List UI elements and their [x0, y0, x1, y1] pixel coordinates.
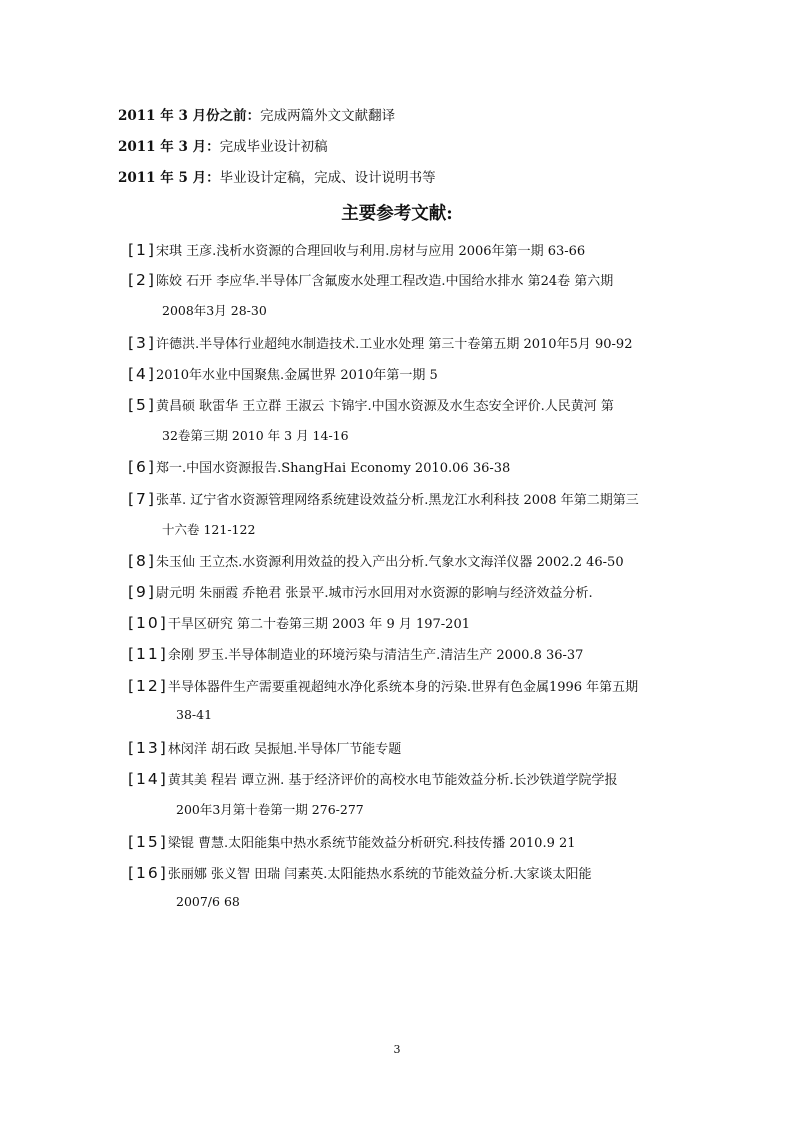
reference-number: [2]: [128, 271, 156, 289]
reference-item: [128, 863, 592, 882]
reference-continuation: 十六卷 121-122: [162, 522, 256, 537]
reference-item: [128, 644, 583, 663]
reference-number: [7]: [128, 490, 156, 508]
reference-text: 宋琪 王彦.浅析水资源的合理回收与利用.房材与应用 2006年第一期 63-66: [155, 244, 586, 259]
reference-continuation: 2007/6 68: [176, 894, 240, 909]
reference-item: [128, 613, 470, 632]
reference-text: 郑一.中国水资源报告.ShangHai Economy 2010.06 36-38: [155, 461, 511, 476]
reference-item: [128, 769, 618, 788]
reference-item: [128, 333, 632, 352]
reference-number: [12]: [128, 677, 168, 695]
reference-item: [128, 364, 438, 383]
schedule-line-1: [118, 104, 395, 124]
reference-number: [9]: [128, 583, 156, 601]
reference-item: [128, 395, 614, 414]
reference-continuation: 38-41: [176, 707, 213, 722]
reference-number: [16]: [128, 864, 168, 882]
schedule-text: 完成毕业设计初稿: [219, 139, 328, 155]
reference-number: [11]: [128, 645, 168, 663]
reference-text: 半导体器件生产需要重视超纯水净化系统本身的污染.世界有色金属1996 年第五期: [167, 680, 639, 695]
schedule-text: 完成两篇外文文献翻译: [260, 108, 396, 124]
schedule-line-2: [118, 135, 328, 155]
schedule-date: 2011 年 3 月份之前：: [118, 108, 261, 124]
schedule-date: 2011 年 5 月：: [118, 170, 220, 186]
reference-item: [128, 457, 510, 476]
reference-text: 张革. 辽宁省水资源管理网络系统建设效益分析.黑龙江水利科技 2008 年第二期第三: [155, 493, 639, 508]
reference-text: 陈姣 石开 李应华.半导体厂含氟废水处理工程改造.中国给水排水 第24卷 第六期: [155, 274, 614, 289]
reference-text: 朱玉仙 王立杰.水资源利用效益的投入产出分析.气象水文海洋仪器 2002.2 46-50: [155, 555, 624, 570]
reference-text: 2010年水业中国聚焦.金属世界 2010年第一期 5: [155, 368, 438, 383]
reference-text: 许德洪.半导体行业超纯水制造技术.工业水处理 第三十卷第五期 2010年5月 90-92: [155, 337, 633, 352]
reference-number: [8]: [128, 552, 156, 570]
reference-number: [13]: [128, 739, 168, 757]
schedule-line-3: [118, 166, 436, 186]
reference-item: [128, 676, 638, 695]
reference-number: [14]: [128, 770, 168, 788]
reference-text: 余刚 罗玉.半导体制造业的环境污染与清洁生产.清洁生产 2000.8 36-37: [167, 648, 584, 663]
reference-text: 梁锟 曹慧.太阳能集中热水系统节能效益分析研究.科技传播 2010.9 21: [167, 836, 576, 851]
reference-item: [128, 738, 401, 757]
page-number: 3: [393, 1043, 401, 1056]
reference-text: 干旱区研究 第二十卷第三期 2003 年 9 月 197-201: [167, 617, 470, 632]
reference-continuation: 2008年3月 28-30: [162, 303, 267, 318]
reference-item: [128, 270, 613, 289]
reference-text: 黄昌硕 耿雷华 王立群 王淑云 卞锦宇.中国水资源及水生态安全评价.人民黄河 第: [155, 399, 614, 414]
reference-text: 张丽娜 张义智 田瑞 闫素英.太阳能热水系统的节能效益分析.大家谈太阳能: [167, 867, 592, 882]
reference-item: [128, 551, 624, 570]
reference-item: [128, 832, 576, 851]
reference-number: [1]: [128, 241, 156, 259]
reference-number: [3]: [128, 334, 156, 352]
reference-item: [128, 240, 585, 259]
reference-text: 林闵洋 胡石政 吴振旭.半导体厂节能专题: [167, 742, 402, 757]
schedule-text: 毕业设计定稿，完成、设计说明书等: [219, 170, 436, 186]
reference-number: [10]: [128, 614, 168, 632]
reference-number: [15]: [128, 833, 168, 851]
reference-number: [5]: [128, 396, 156, 414]
reference-text: 尉元明 朱丽霞 乔艳君 张景平.城市污水回用对水资源的影响与经济效益分析.: [155, 586, 593, 601]
reference-continuation: 32卷第三期 2010 年 3 月 14-16: [162, 428, 349, 443]
reference-number: [6]: [128, 458, 156, 476]
reference-text: 黄其美 程岩 谭立洲. 基于经济评价的高校水电节能效益分析.长沙铁道学院学报: [167, 773, 618, 788]
schedule-date: 2011 年 3 月：: [118, 139, 220, 155]
reference-item: [128, 582, 593, 601]
reference-item: [128, 489, 639, 508]
reference-number: [4]: [128, 365, 156, 383]
references-heading: 主要参考文献:: [341, 204, 453, 224]
reference-continuation: 200年3月第十卷第一期 276-277: [176, 802, 364, 817]
